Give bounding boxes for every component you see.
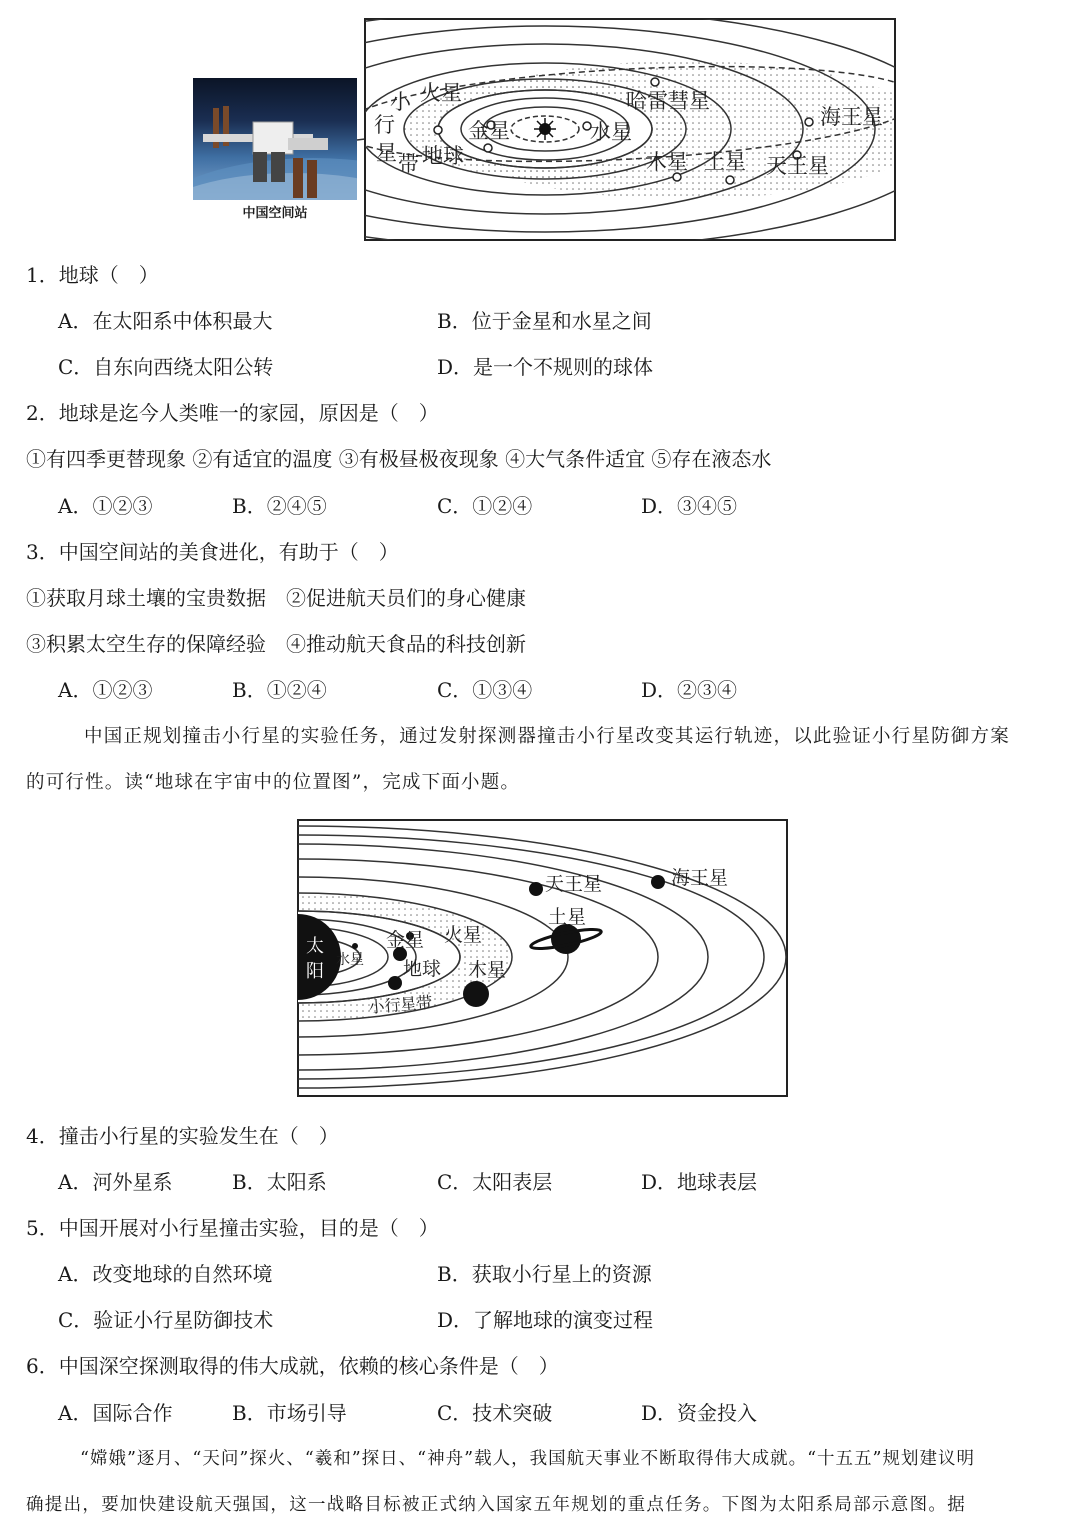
q3-option-a: A．①②③ <box>58 678 153 702</box>
label-jupiter-2: 木星 <box>468 959 507 981</box>
neptune-dot-2 <box>651 875 665 889</box>
label-uranus-2: 天王星 <box>545 873 603 895</box>
label-halley: 哈雷彗星 <box>626 89 710 113</box>
label-xing2: 星 <box>376 141 397 165</box>
label-venus: 金星 <box>468 119 510 143</box>
label-neptune-2: 海王星 <box>671 867 729 889</box>
q2-option-b: B．②④⑤ <box>232 494 327 518</box>
q1-option-b: B．位于金星和水星之间 <box>437 309 652 333</box>
question-1-stem: 1．地球（ ） <box>26 263 159 287</box>
q2-option-a: A．①②③ <box>58 494 153 518</box>
photo-caption: 中国空间站 <box>242 206 308 221</box>
q4-option-b: B．太阳系 <box>232 1170 327 1194</box>
label-sun-1: 太 <box>306 936 324 957</box>
question-4-stem: 4．撞击小行星的实验发生在（ ） <box>26 1124 339 1148</box>
passage-2-line-1: “嫦娥”逐月、“天问”探火、“羲和”探日、“神舟”载人，我国航天事业不断取得伟大成就。“十五五”规划建议明 <box>80 1449 975 1469</box>
label-mars-2: 火星 <box>444 924 483 946</box>
question-6-stem: 6．中国深空探测取得的伟大成就，依赖的核心条件是（ ） <box>26 1354 559 1378</box>
earth-dot-2 <box>388 976 402 990</box>
label-belt: 带 <box>398 152 419 176</box>
q1-option-d: D．是一个不规则的球体 <box>437 355 654 379</box>
label-mercury-2: 水星 <box>336 952 364 968</box>
passage-1-line-2: 的可行性。读“地球在宇宙中的位置图”，完成下面小题。 <box>26 772 521 793</box>
q1-option-c: C．自东向西绕太阳公转 <box>58 355 274 379</box>
q3-option-c: C．①③④ <box>437 678 533 702</box>
label-uranus: 天王星 <box>766 154 829 178</box>
q6-option-c: C．技术突破 <box>437 1401 553 1425</box>
label-earth-2: 地球 <box>403 958 442 980</box>
mercury-dot-2 <box>352 943 358 949</box>
label-jupiter: 木星 <box>646 150 688 174</box>
q6-option-a: A．国际合作 <box>58 1401 173 1425</box>
q6-option-b: B．市场引导 <box>232 1401 347 1425</box>
q2-option-d: D．③④⑤ <box>641 494 738 518</box>
uranus-dot-2 <box>529 882 543 896</box>
passage-2-line-2: 确提出，要加快建设航天强国，这一战略目标被正式纳入国家五年规划的重点任务。下图为太阳系局部示意图。据 <box>26 1495 966 1515</box>
q3-option-b: B．①②④ <box>232 678 327 702</box>
question-3-stem: 3．中国空间站的美食进化，有助于（ ） <box>26 540 399 564</box>
q2-option-c: C．①②④ <box>437 494 533 518</box>
label-earth: 地球 <box>422 144 464 168</box>
q3-option-d: D．②③④ <box>641 678 738 702</box>
q4-option-c: C．太阳表层 <box>437 1170 553 1194</box>
q3-statements-1: ①获取月球土壤的宝贵数据 ②促进航天员们的身心健康 <box>26 586 526 610</box>
q5-option-b: B．获取小行星上的资源 <box>437 1262 652 1286</box>
label-mercury: 水星 <box>590 120 632 144</box>
q6-option-d: D．资金投入 <box>641 1401 758 1425</box>
passage-1-line-1: 中国正规划撞击小行星的实验任务，通过发射探测器撞击小行星改变其运行轨迹，以此验证小行星防御方案 <box>84 726 1010 747</box>
label-xing: 行 <box>374 113 395 137</box>
q5-option-a: A．改变地球的自然环境 <box>58 1262 273 1286</box>
label-saturn: 土星 <box>704 150 746 174</box>
label-saturn-2: 土星 <box>548 906 587 928</box>
label-sun-2: 阳 <box>306 961 324 982</box>
q3-statements-2: ③积累太空生存的保障经验 ④推动航天食品的科技创新 <box>26 632 526 656</box>
label-belt-2: 小行星带 <box>367 992 434 1017</box>
question-5-stem: 5．中国开展对小行星撞击实验，目的是（ ） <box>26 1216 439 1240</box>
q1-option-a: A．在太阳系中体积最大 <box>58 309 273 333</box>
label-venus-2: 金星 <box>386 929 425 951</box>
jupiter-dot-2 <box>463 981 489 1007</box>
q4-option-d: D．地球表层 <box>641 1170 758 1194</box>
q5-option-d: D．了解地球的演变过程 <box>437 1308 654 1332</box>
label-mars: 火星 <box>420 81 462 105</box>
q2-statements: ①有四季更替现象 ②有适宜的温度 ③有极昼极夜现象 ④大气条件适宜 ⑤存在液态水 <box>26 447 772 471</box>
saturn-dot-2 <box>551 924 581 954</box>
question-2-stem: 2．地球是迄今人类唯一的家园，原因是（ ） <box>26 401 439 425</box>
label-neptune: 海王星 <box>820 105 883 129</box>
label-small: 小 <box>390 90 411 114</box>
q5-option-c: C．验证小行星防御技术 <box>58 1308 274 1332</box>
q4-option-a: A．河外星系 <box>58 1170 173 1194</box>
